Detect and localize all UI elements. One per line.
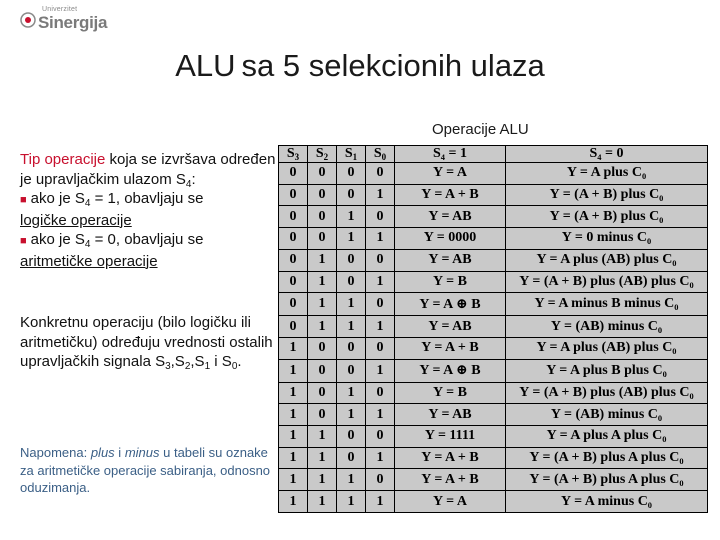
logic-op-cell: Y = AB xyxy=(395,206,506,228)
select-bit-cell: 0 xyxy=(366,337,395,359)
table-row xyxy=(279,359,708,382)
select-bit-cell: 1 xyxy=(308,491,337,513)
select-bit-cell: 0 xyxy=(366,469,395,491)
header-s3: $S_3$ xyxy=(279,146,308,163)
logic-op-cell: Y = AB xyxy=(395,316,506,338)
alu-operations-table xyxy=(278,145,708,513)
select-bit-cell: 1 xyxy=(337,316,366,338)
arith-op-cell: Y = (AB) minus C₀ xyxy=(506,404,708,426)
header-s1: $S_1$ xyxy=(337,146,366,163)
select-bit-cell: 1 xyxy=(366,184,395,206)
table-row xyxy=(279,184,708,206)
select-bit-cell: 0 xyxy=(279,271,308,293)
select-bit-cell: 1 xyxy=(279,469,308,491)
table-header-row xyxy=(279,146,708,163)
logic-op-cell: Y = B xyxy=(395,271,506,293)
select-bit-cell: 0 xyxy=(337,163,366,185)
table-row xyxy=(279,206,708,228)
logic-op-cell: Y = A ⊕ B xyxy=(395,359,506,382)
arith-op-cell: Y = A plus A plus C₀ xyxy=(506,426,708,448)
note-text: Napomena: plus i minus u tabeli su oznake za aritmetičke operacije sabiranja, odnosno oduzimanja. xyxy=(20,445,271,495)
arith-op-cell: Y = (A + B) plus C₀ xyxy=(506,206,708,228)
select-bit-cell: 1 xyxy=(279,491,308,513)
header-s4-1: S₄ = 1 xyxy=(395,146,506,163)
logic-op-cell: Y = A + B xyxy=(395,184,506,206)
select-bit-cell: 0 xyxy=(308,184,337,206)
logo-mark-icon xyxy=(20,12,36,28)
logo-small-text: Univerzitet xyxy=(42,6,78,13)
logic-op-cell: Y = A xyxy=(395,491,506,513)
select-bit-cell: 0 xyxy=(337,337,366,359)
table-row xyxy=(279,447,708,469)
header-s2: $S_2$ xyxy=(308,146,337,163)
select-bit-cell: 1 xyxy=(279,382,308,404)
arith-op-cell: Y = (A + B) plus (AB) plus C₀ xyxy=(506,382,708,404)
logic-op-cell: Y = B xyxy=(395,382,506,404)
bullet-icon: ■ xyxy=(20,194,27,206)
slide-title xyxy=(0,48,720,84)
select-bit-cell: 0 xyxy=(308,404,337,426)
select-bit-cell: 0 xyxy=(279,163,308,185)
table-row xyxy=(279,426,708,448)
select-bit-cell: 1 xyxy=(308,271,337,293)
table-row xyxy=(279,228,708,250)
select-bit-cell: 1 xyxy=(308,469,337,491)
select-bit-cell: 1 xyxy=(308,316,337,338)
header-s4-0: S₄ = 0 xyxy=(506,146,708,163)
header-s0: $S_0$ xyxy=(366,146,395,163)
select-bit-cell: 1 xyxy=(337,491,366,513)
select-bit-cell: 1 xyxy=(337,206,366,228)
select-bit-cell: 1 xyxy=(279,337,308,359)
select-bit-cell: 1 xyxy=(279,404,308,426)
select-bit-cell: 0 xyxy=(308,359,337,382)
select-bit-cell: 0 xyxy=(308,382,337,404)
logic-op-cell: Y = A + B xyxy=(395,447,506,469)
table-row xyxy=(279,293,708,316)
table-row xyxy=(279,249,708,271)
select-bit-cell: 0 xyxy=(337,447,366,469)
arith-op-cell: Y = A plus (AB) plus C₀ xyxy=(506,337,708,359)
select-bit-cell: 1 xyxy=(308,426,337,448)
arith-ops-link: aritmetičke operacije xyxy=(20,252,158,270)
select-bit-cell: 1 xyxy=(337,382,366,404)
logic-op-cell: Y = AB xyxy=(395,404,506,426)
title-rest: sa 5 selekcionih ulaza xyxy=(241,48,545,83)
select-bit-cell: 0 xyxy=(366,293,395,316)
select-bit-cell: 0 xyxy=(279,293,308,316)
logo-name: Sinergija xyxy=(38,13,108,32)
arith-op-cell: Y = 0 minus C₀ xyxy=(506,228,708,250)
select-bit-cell: 0 xyxy=(308,206,337,228)
select-bit-cell: 0 xyxy=(366,206,395,228)
select-bit-cell: 0 xyxy=(337,426,366,448)
select-bit-cell: 1 xyxy=(337,469,366,491)
arith-op-cell: Y = A plus C₀ xyxy=(506,163,708,185)
arith-op-cell: Y = (AB) minus C₀ xyxy=(506,316,708,338)
arith-op-cell: Y = (A + B) plus A plus C₀ xyxy=(506,447,708,469)
select-bit-cell: 0 xyxy=(366,249,395,271)
arith-op-cell: Y = (A + B) plus C₀ xyxy=(506,184,708,206)
select-bit-cell: 1 xyxy=(366,404,395,426)
arith-op-cell: Y = (A + B) plus (AB) plus C₀ xyxy=(506,271,708,293)
select-bit-cell: 1 xyxy=(279,447,308,469)
select-bit-cell: 0 xyxy=(337,184,366,206)
select-bit-cell: 1 xyxy=(308,447,337,469)
select-bit-cell: 1 xyxy=(366,491,395,513)
arith-op-cell: Y = A minus C₀ xyxy=(506,491,708,513)
select-bit-cell: 1 xyxy=(308,293,337,316)
logic-op-cell: Y = 1111 xyxy=(395,426,506,448)
select-bit-cell: 0 xyxy=(279,316,308,338)
title-alu: ALU xyxy=(175,48,236,83)
university-logo xyxy=(12,6,108,34)
select-bit-cell: 1 xyxy=(308,249,337,271)
select-bit-cell: 1 xyxy=(366,316,395,338)
select-bit-cell: 0 xyxy=(279,184,308,206)
select-bit-cell: 1 xyxy=(337,293,366,316)
control-signals-text: Konkretnu operaciju (bilo logičku ili aritmetičku) određuju vrednosti ostalih upravljačkih signala $S_3,S_2,S_1$ i $S_0$. xyxy=(20,314,273,372)
select-bit-cell: 1 xyxy=(366,359,395,382)
select-bit-cell: 0 xyxy=(308,337,337,359)
select-bit-cell: 1 xyxy=(366,228,395,250)
table-row xyxy=(279,337,708,359)
select-bit-cell: 0 xyxy=(279,249,308,271)
intro-text: Tip operacije koja se izvršava određen je upravljačkim ulazom $S_4$: ■ ako je $S_4 = 1$, obavljaju se logičke operacije ■ ako je $S_4 = 0$, obavljaju se aritmetičke operacije xyxy=(20,151,276,270)
select-bit-cell: 0 xyxy=(308,163,337,185)
logic-op-cell: Y = 0000 xyxy=(395,228,506,250)
intro-rest: koja se izvršava određen je upravljačkim ulazom S xyxy=(20,151,276,188)
select-bit-cell: 0 xyxy=(337,271,366,293)
table-row xyxy=(279,469,708,491)
select-bit-cell: 1 xyxy=(337,228,366,250)
arith-op-cell: Y = A plus (AB) plus C₀ xyxy=(506,249,708,271)
select-bit-cell: 0 xyxy=(366,426,395,448)
select-bit-cell: 0 xyxy=(337,359,366,382)
arith-op-cell: Y = A minus B minus C₀ xyxy=(506,293,708,316)
select-bit-cell: 1 xyxy=(279,359,308,382)
select-bit-cell: 1 xyxy=(337,404,366,426)
table-row xyxy=(279,382,708,404)
logic-op-cell: Y = A + B xyxy=(395,469,506,491)
logic-op-cell: Y = A ⊕ B xyxy=(395,293,506,316)
table-row xyxy=(279,271,708,293)
table-row xyxy=(279,491,708,513)
select-bit-cell: 0 xyxy=(337,249,366,271)
select-bit-cell: 1 xyxy=(366,447,395,469)
select-bit-cell: 0 xyxy=(308,228,337,250)
operation-type-highlight: Tip operacije xyxy=(20,151,106,168)
logic-ops-link: logičke operacije xyxy=(20,211,132,229)
table-row xyxy=(279,404,708,426)
select-bit-cell: 0 xyxy=(366,163,395,185)
table-row xyxy=(279,163,708,185)
select-bit-cell: 0 xyxy=(279,228,308,250)
select-bit-cell: 1 xyxy=(366,271,395,293)
arith-op-cell: Y = (A + B) plus A plus C₀ xyxy=(506,469,708,491)
arith-op-cell: Y = A plus B plus C₀ xyxy=(506,359,708,382)
table-caption: Operacije ALU xyxy=(432,121,529,138)
logic-op-cell: Y = AB xyxy=(395,249,506,271)
select-bit-cell: 0 xyxy=(279,206,308,228)
bullet-icon: ■ xyxy=(20,235,27,247)
select-bit-cell: 1 xyxy=(279,426,308,448)
table-row xyxy=(279,316,708,338)
logic-op-cell: Y = A + B xyxy=(395,337,506,359)
select-bit-cell: 0 xyxy=(366,382,395,404)
logic-op-cell: Y = A xyxy=(395,163,506,185)
